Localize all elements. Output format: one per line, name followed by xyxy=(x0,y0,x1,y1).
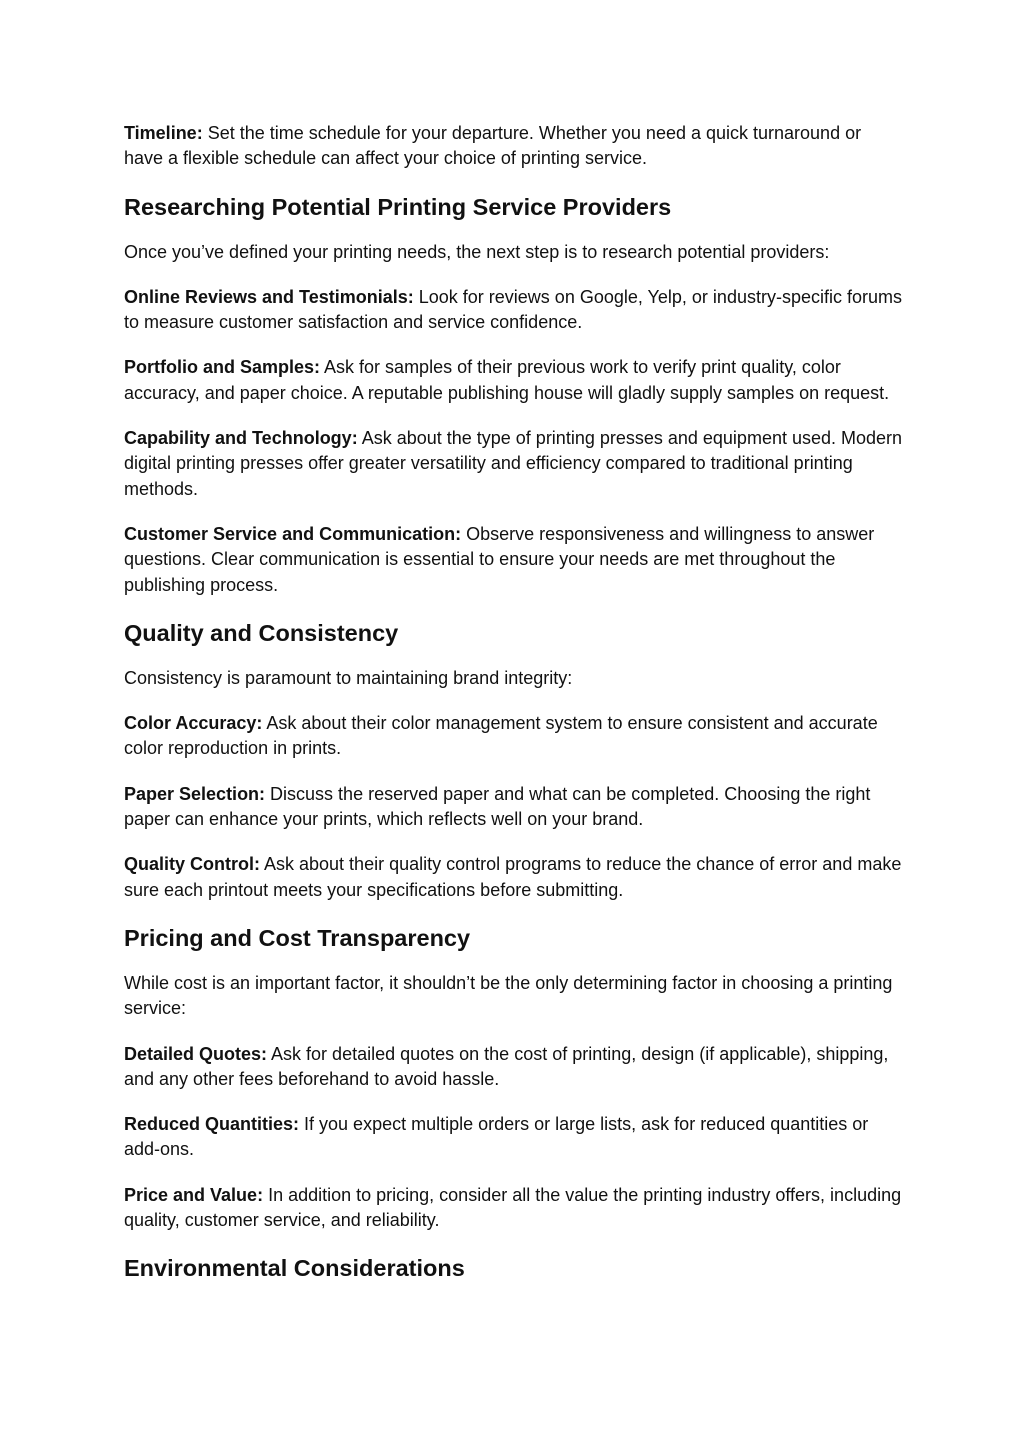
term-label: Price and Value: xyxy=(124,1184,264,1205)
paragraph-text: In addition to pricing, consider all the value the printing industry offers, including quality, customer service, and reliability. xyxy=(124,1184,902,1231)
term-label: Paper Selection: xyxy=(124,783,266,804)
term-label: Online Reviews and Testimonials: xyxy=(124,286,414,307)
paragraph-price-value xyxy=(124,1183,904,1234)
term-label: Customer Service and Communication: xyxy=(124,523,462,544)
paragraph-text: If you expect multiple orders or large lists, ask for reduced quantities or add-ons. xyxy=(124,1114,869,1160)
paragraph-color-accuracy xyxy=(124,711,904,762)
section-heading-quality: Quality and Consistency xyxy=(124,619,399,646)
paragraph-intro-pricing: While cost is an important factor, it shouldn’t be the only determining factor in choosing a printing service: xyxy=(124,972,893,1019)
paragraph-online-reviews xyxy=(124,285,904,336)
paragraph-text: Ask for samples of their previous work to verify print quality, color accuracy, and paper choice. A reputable publishing house will gladly supply samples on request. xyxy=(124,357,890,403)
term-label: Portfolio and Samples: xyxy=(124,357,321,378)
term-label: Capability and Technology: xyxy=(124,428,358,449)
paragraph-intro-research: Once you’ve defined your printing needs, the next step is to research potential providers: xyxy=(124,241,830,262)
section-heading-environmental: Environmental Considerations xyxy=(124,1255,465,1282)
paragraph-capability xyxy=(124,426,904,502)
paragraph-portfolio xyxy=(124,355,904,406)
paragraph-paper-selection xyxy=(124,782,904,833)
term-label: Detailed Quotes: xyxy=(124,1043,268,1064)
term-label: Timeline: xyxy=(124,123,203,143)
term-label: Reduced Quantities: xyxy=(124,1114,300,1135)
section-heading-pricing: Pricing and Cost Transparency xyxy=(124,924,471,951)
paragraph-customer-service xyxy=(124,522,904,598)
paragraph-detailed-quotes xyxy=(124,1042,904,1093)
section-heading-researching: Researching Potential Printing Service Providers xyxy=(124,193,672,220)
term-label: Quality Control: xyxy=(124,854,260,875)
paragraph-text: Discuss the reserved paper and what can be completed. Choosing the right paper can enhance your prints, which reflects well on your brand. xyxy=(124,783,871,830)
paragraph-text: Ask about their color management system to ensure consistent and accurate color reproduction in prints. xyxy=(124,713,878,759)
document-page xyxy=(124,121,904,1301)
paragraph-quality-control xyxy=(124,852,904,903)
paragraph-text: Ask for detailed quotes on the cost of printing, design (if applicable), shipping, and any other fees beforehand to avoid hassle. xyxy=(124,1043,889,1089)
paragraph-text: Look for reviews on Google, Yelp, or industry-specific forums to measure customer satisfaction and service confidence. xyxy=(124,286,902,333)
paragraph-reduced-quantities xyxy=(124,1112,904,1163)
paragraph-timeline xyxy=(124,121,904,172)
paragraph-intro-quality: Consistency is paramount to maintaining brand integrity: xyxy=(124,667,573,688)
paragraph-text: Ask about their quality control programs to reduce the chance of error and make sure each printout meets your specifications before submitting. xyxy=(124,854,902,900)
paragraph-text: Ask about the type of printing presses and equipment used. Modern digital printing presses offer greater versatility and efficiency compared to traditional printing methods. xyxy=(124,428,903,499)
paragraph-text: Set the time schedule for your departure. Whether you need a quick turnaround or have a flexible schedule can affect your choice of printing service. xyxy=(124,123,862,169)
paragraph-text: Observe responsiveness and willingness to answer questions. Clear communication is essential to ensure your needs are met throughout the publishing process. xyxy=(124,523,875,595)
term-label: Color Accuracy: xyxy=(124,713,263,734)
